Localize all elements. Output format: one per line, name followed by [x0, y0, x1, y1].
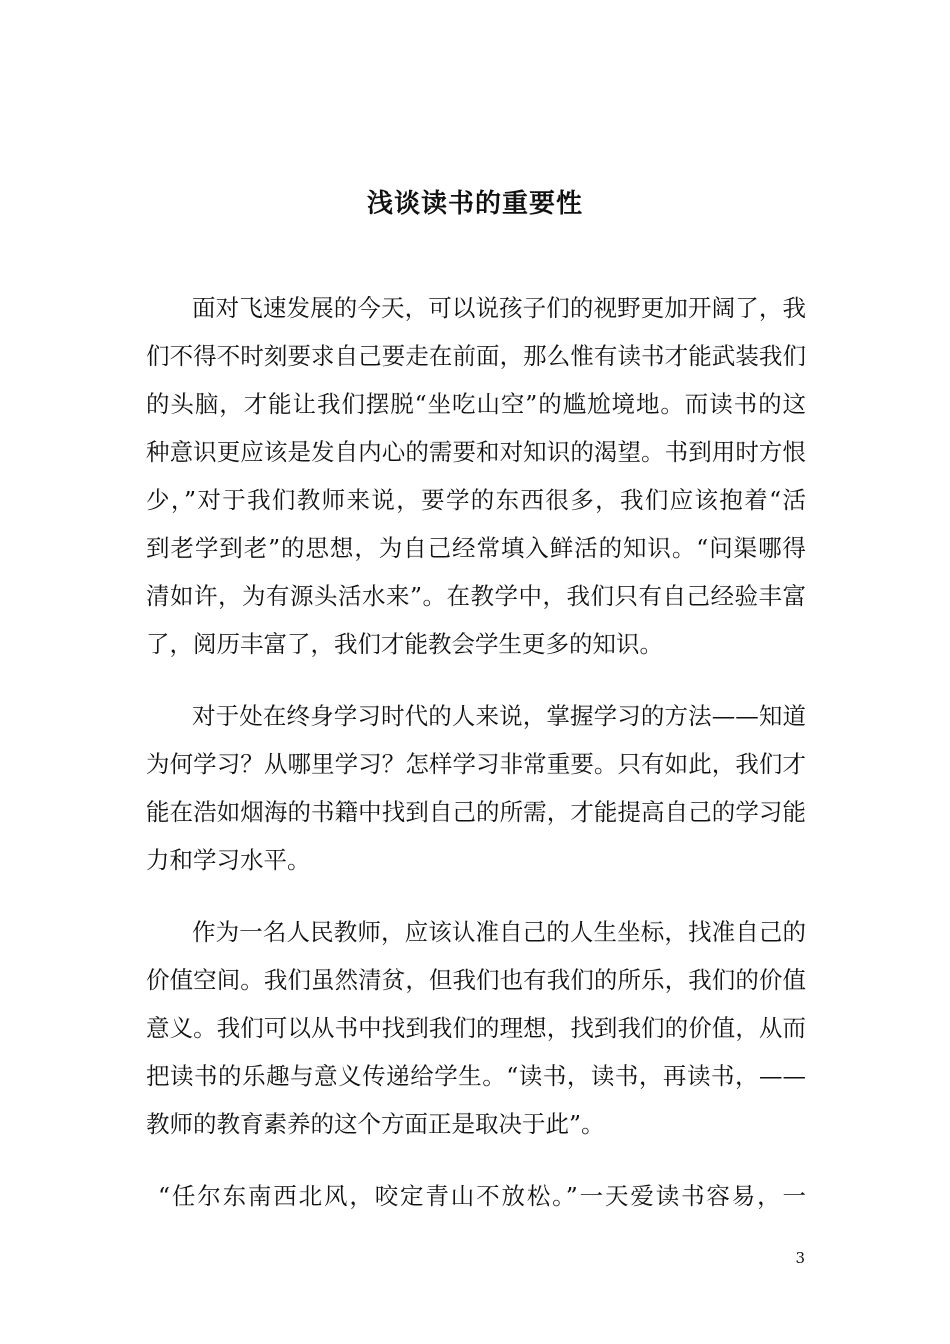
paragraph-1-line-8: 了，阅历丰富了，我们才能教会学生更多的知识。 — [146, 630, 663, 658]
paragraph-1-line-3: 的头脑，才能让我们摆脱“坐吃山空”的尴尬境地。而读书的这 — [146, 390, 806, 418]
page-number: 3 — [795, 1249, 805, 1267]
paragraph-3-line-2: 价值空间。我们虽然清贫，但我们也有我们的所乐，我们的价值 — [146, 966, 806, 994]
paragraph-1-line-2: 们不得不时刻要求自己要走在前面，那么惟有读书才能武装我们 — [146, 342, 806, 370]
paragraph-3-line-5: 教师的教育素养的这个方面正是取决于此”。 — [146, 1110, 605, 1138]
paragraph-1-line-5: 少，”对于我们教师来说，要学的东西很多，我们应该抱着“活 — [146, 486, 806, 514]
paragraph-3-line-4: 把读书的乐趣与意义传递给学生。“读书，读书，再读书，—— — [146, 1062, 806, 1090]
paragraph-2-line-2: 为何学习？从哪里学习？怎样学习非常重要。只有如此，我们才 — [146, 750, 806, 778]
paragraph-1-line-7: 清如许，为有源头活水来”。在教学中，我们只有自己经验丰富 — [146, 582, 806, 610]
paragraph-3-line-3: 意义。我们可以从书中找到我们的理想，找到我们的价值，从而 — [146, 1014, 806, 1042]
paragraph-1-line-6: 到老学到老”的思想，为自己经常填入鲜活的知识。“问渠哪得 — [146, 534, 806, 562]
paragraph-1-line-1: 面对飞速发展的今天，可以说孩子们的视野更加开阔了，我 — [192, 294, 806, 322]
paragraph-2-line-1: 对于处在终身学习时代的人来说，掌握学习的方法——知道 — [192, 702, 806, 730]
paragraph-2-line-4: 力和学习水平。 — [146, 846, 311, 874]
paragraph-3-line-1: 作为一名人民教师，应该认准自己的人生坐标，找准自己的 — [192, 918, 806, 946]
paragraph-4-line-1: “任尔东南西北风，咬定青山不放松。”一天爱读书容易，一 — [158, 1182, 806, 1210]
paragraph-2-line-3: 能在浩如烟海的书籍中找到自己的所需，才能提高自己的学习能 — [146, 798, 806, 826]
paragraph-1-line-4: 种意识更应该是发自内心的需要和对知识的渴望。书到用时方恨 — [146, 438, 806, 466]
document-title: 浅谈读书的重要性 — [366, 189, 583, 219]
